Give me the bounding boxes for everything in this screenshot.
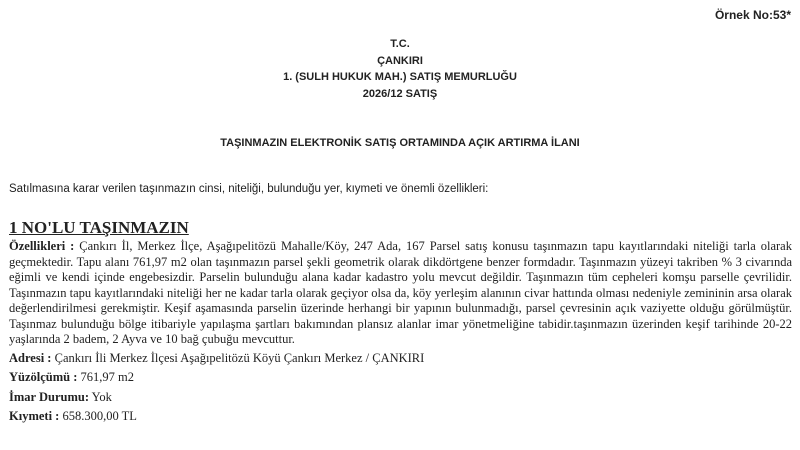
example-number: Örnek No:53* xyxy=(714,8,791,22)
property-value xyxy=(9,408,792,426)
features-text: Çankırı İl, Merkez İlçe, Aşağıpelitözü Mahalle/Köy, 247 Ada, 167 Parsel satış konusu taşınmazın tapu kayıtlarındaki niteliği tarla olarak geçmektedir. Tapu alanı 761,97 m2 olan taşınmazın parsel şekli geometrik olarak dikdörtgene benzer formdadır. Taşınmazın yüzeyi takriben % 3 civarında eğimli ve kendi içinde engebesizdir. Parselin bulunduğu alana kadar kadastro yolu mevcut değildir. Taşınmazın tüm cepheleri komşu parselle çevrilidir. Taşınmazın tapu kayıtlarındaki niteliği her ne kadar tarla olarak geçiyor olsa da, köy yerleşim alanının civar hattında olması nedeniyle zemininin arsa olarak değerlendirilmesi gerekmiştir. Keşif aşamasında parselin üzerinde herhangi bir yapının bulunmadığı, parsel çevresinin açık vaziyette olduğu görülmüştür. Taşınmaz bulunduğu bölge itibariyle yapılaşma şartları bakımından plansız alanlar imar yönetmeliğine tabidir.taşınmazın üzerinden keşif tarihinde 20-22 yaşlarında 2 badem, 2 Ayva ve 10 bağ çubuğu mevcuttur. xyxy=(9,239,792,346)
property-features xyxy=(9,239,792,348)
area-label: Yüzölçümü : xyxy=(9,370,78,384)
header-line-office: 1. (SULH HUKUK MAH.) SATIŞ MEMURLUĞU xyxy=(283,71,517,83)
value-label: Kıymeti : xyxy=(9,409,60,423)
address-label: Adresi : xyxy=(9,350,52,365)
header-line-tc: T.C. xyxy=(390,38,410,50)
intro-text: Satılmasına karar verilen taşınmazın cinsi, niteliği, bulunduğu yer, kıymeti ve önemli özellikleri: xyxy=(9,183,489,195)
property-address xyxy=(9,350,792,368)
property-section xyxy=(9,218,792,426)
area-value: 761,97 m2 xyxy=(77,370,135,384)
features-label: Özellikleri : xyxy=(9,239,75,253)
zoning-label: İmar Durumu: xyxy=(9,389,89,404)
zoning-value: Yok xyxy=(88,389,112,404)
address-value: Çankırı İli Merkez İlçesi Aşağıpelitözü Köyü Çankırı Merkez / ÇANKIRI xyxy=(51,350,425,365)
property-title: 1 NO'LU TAŞINMAZIN xyxy=(9,218,189,237)
header-line-case: 2026/12 SATIŞ xyxy=(362,87,438,100)
property-area xyxy=(9,369,792,387)
announcement-title: TAŞINMAZIN ELEKTRONİK SATIŞ ORTAMINDA AÇIK ARTIRMA İLANI xyxy=(220,137,580,149)
document-header xyxy=(0,36,800,102)
property-zoning xyxy=(9,389,792,407)
value-value: 658.300,00 TL xyxy=(59,409,137,423)
header-line-city: ÇANKIRI xyxy=(377,54,423,67)
